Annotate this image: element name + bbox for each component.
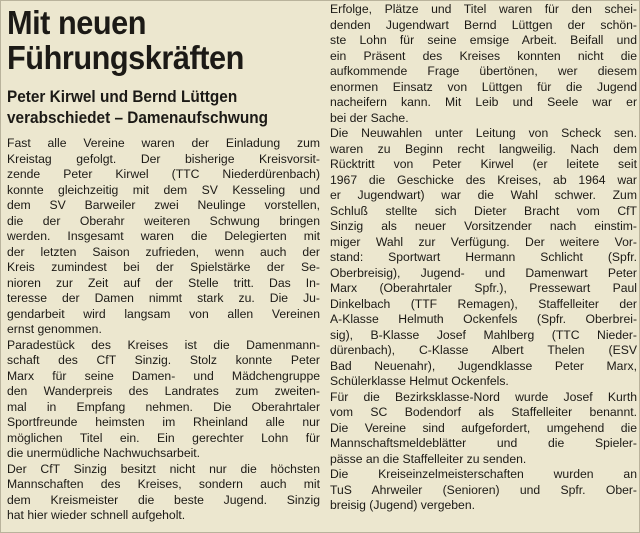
text-line: Erfolge, Plätze und Titel waren für den schei-: [330, 2, 637, 16]
headline: [7, 5, 298, 75]
text-line: dem Kreismeister die beste Jugend. Sinzig: [7, 492, 320, 507]
text-line: Schülerklasse Helmut Ockenfels.: [330, 374, 509, 388]
body-paragraph: [7, 462, 320, 524]
text-line: gendarbeit wird langsam von allen Vereinen: [7, 306, 320, 321]
text-line: der letzten Saison zufrieden, wenn auch der: [7, 244, 320, 259]
text-line: Der CfT Sinzig besitzt nicht nur die höchsten: [7, 461, 320, 476]
right-column: [330, 2, 637, 514]
body-paragraph: [7, 136, 320, 338]
headline-line-1: Mit neuen: [7, 4, 147, 41]
body-paragraph: [330, 2, 637, 126]
text-line: Die Neuwahlen unter Leitung von Scheck sen.: [330, 126, 637, 140]
subheadline: [7, 87, 298, 129]
text-line: ernst genommen.: [7, 322, 102, 336]
text-line: werden. Insgesamt waren die Delegierten mit: [7, 229, 320, 243]
text-line: aufkommende Frage übertönen, wer diesem: [330, 64, 637, 78]
subheadline-line-1: Peter Kirwel und Bernd Lüttgen: [7, 88, 238, 106]
text-line: waren zu Beginn recht langweilig. Nach dem: [330, 141, 637, 156]
text-line: ein Präsent des Kreises konnten nicht die: [330, 48, 637, 63]
text-line: ste Lohn für seine emsige Arbeit. Beifall und: [330, 33, 637, 47]
text-line: Kreis zumindest bei der Spielstärke der Se-: [7, 260, 320, 274]
text-line: 1967 die Geschicke des Kreises, ab 1964 war: [330, 172, 637, 187]
text-line: Marx (Oberahrtaler Spfr.), Pressewart Paul: [330, 281, 637, 295]
text-line: enormen Einsatz von Lüttgen für die Jugend: [330, 79, 637, 94]
text-line: Rücktritt von Peter Kirwel (er leitete seit: [330, 157, 637, 171]
text-line: teresse der Damen nimmt stark zu. Die Ju-: [7, 291, 320, 305]
left-body-text: [7, 136, 320, 524]
text-line: Mannschaften des Kreises, sondern auch mit: [7, 477, 320, 491]
text-line: denden Jugendwart Bernd Lüttgen der schön-: [330, 17, 637, 32]
subheadline-line-2: verabschiedet – Damenaufschwung: [7, 109, 268, 127]
body-paragraph: [7, 338, 320, 462]
text-line: schaft des CfT Sinzig. Stolz konnte Peter: [7, 353, 320, 367]
text-line: die unermüdliche Nachwuchsarbeit.: [7, 446, 201, 460]
text-line: Dinkelbach (TTF Remagen), Staffelleiter der: [330, 296, 637, 311]
left-column: [7, 1, 320, 524]
text-line: Oberbreisig), Jugend- und Damenwart Peter: [330, 265, 637, 280]
body-paragraph: [330, 467, 637, 514]
text-line: Mannschaftsmeldeblätter und die Spieler-: [330, 436, 637, 450]
text-line: Die Vereine sind aufgefordert, umgehend die: [330, 420, 637, 435]
text-line: hat hier wieder schnell aufgeholt.: [7, 508, 186, 522]
text-line: breisig (Jugend) vergeben.: [330, 498, 475, 512]
text-line: Sportfreunde heimsten im Rheinland alle nur: [7, 415, 320, 429]
text-line: dem SV Barweiler zwei Neulinge vorstellen,: [7, 198, 320, 212]
text-line: A-Klasse Helmuth Ockenfels (Spfr. Oberbrei-: [330, 312, 637, 326]
text-line: stand: Sportwart Hermann Schlicht (Spfr.: [330, 250, 637, 264]
text-line: sig), B-Klasse Josef Mahlberg (TTC Nieder-: [330, 327, 637, 342]
text-line: Sinzig als neuer Vorsitzender nach einstim-: [330, 219, 637, 233]
text-line: Bad Neuenahr), Jugendklasse Peter Marx,: [330, 358, 637, 373]
text-line: Die Kreiseinzelmeisterschaften wurden an: [330, 467, 637, 481]
text-line: dürenbach), C-Klasse Albert Thelen (ESV: [330, 343, 637, 357]
text-line: Für die Bezirksklasse-Nord wurde Josef Kurth: [330, 389, 637, 404]
text-line: konnte gleichzeitig mit dem SV Kesseling und: [7, 182, 320, 197]
text-line: Marx für seine Damen- und Mädchengruppe: [7, 368, 320, 383]
text-line: er Jugendwart) war die Wahl schwer. Zum: [330, 188, 637, 202]
text-line: nioren zur Zeit auf der Stelle tritt. Das In-: [7, 275, 320, 290]
text-line: miger Wahl zur Verfügung. Der weitere Vor-: [330, 234, 637, 249]
text-line: möglichen Titel ein. Ein gerechter Lohn für: [7, 430, 320, 445]
text-line: Kreistag gefolgt. Der bisherige Kreisvorsit-: [7, 151, 320, 166]
text-line: die der Oberahr weiteren Schwung bringen: [7, 213, 320, 228]
text-line: Schluß stellte sich Dieter Bracht vom CfT: [330, 203, 637, 218]
text-line: pässe an die Staffelleiter zu senden.: [330, 451, 527, 466]
text-line: Paradestück des Kreises ist die Damenmann-: [7, 337, 320, 352]
headline-line-2: Führungskräften: [7, 39, 244, 76]
text-line: Fast alle Vereine waren der Einladung zum: [7, 136, 320, 150]
text-line: den Wanderpreis des Landrates zum zweiten-: [7, 384, 320, 398]
body-paragraph: [330, 126, 637, 390]
text-line: vom SC Bodendorf als Staffelleiter benannt.: [330, 405, 637, 419]
text-line: TuS Ahrweiler (Senioren) und Spfr. Ober-: [330, 482, 637, 497]
text-line: mal in Empfang nehmen. Die Oberahrtaler: [7, 399, 320, 414]
text-line: bei der Sache.: [330, 110, 409, 125]
text-line: nacheifern kann. Mit Leib und Seele war er: [330, 95, 637, 109]
text-line: zende Peter Kirwel (TTC Niederdürenbach): [7, 167, 320, 181]
right-body-text: [330, 2, 637, 514]
body-paragraph: [330, 390, 637, 468]
